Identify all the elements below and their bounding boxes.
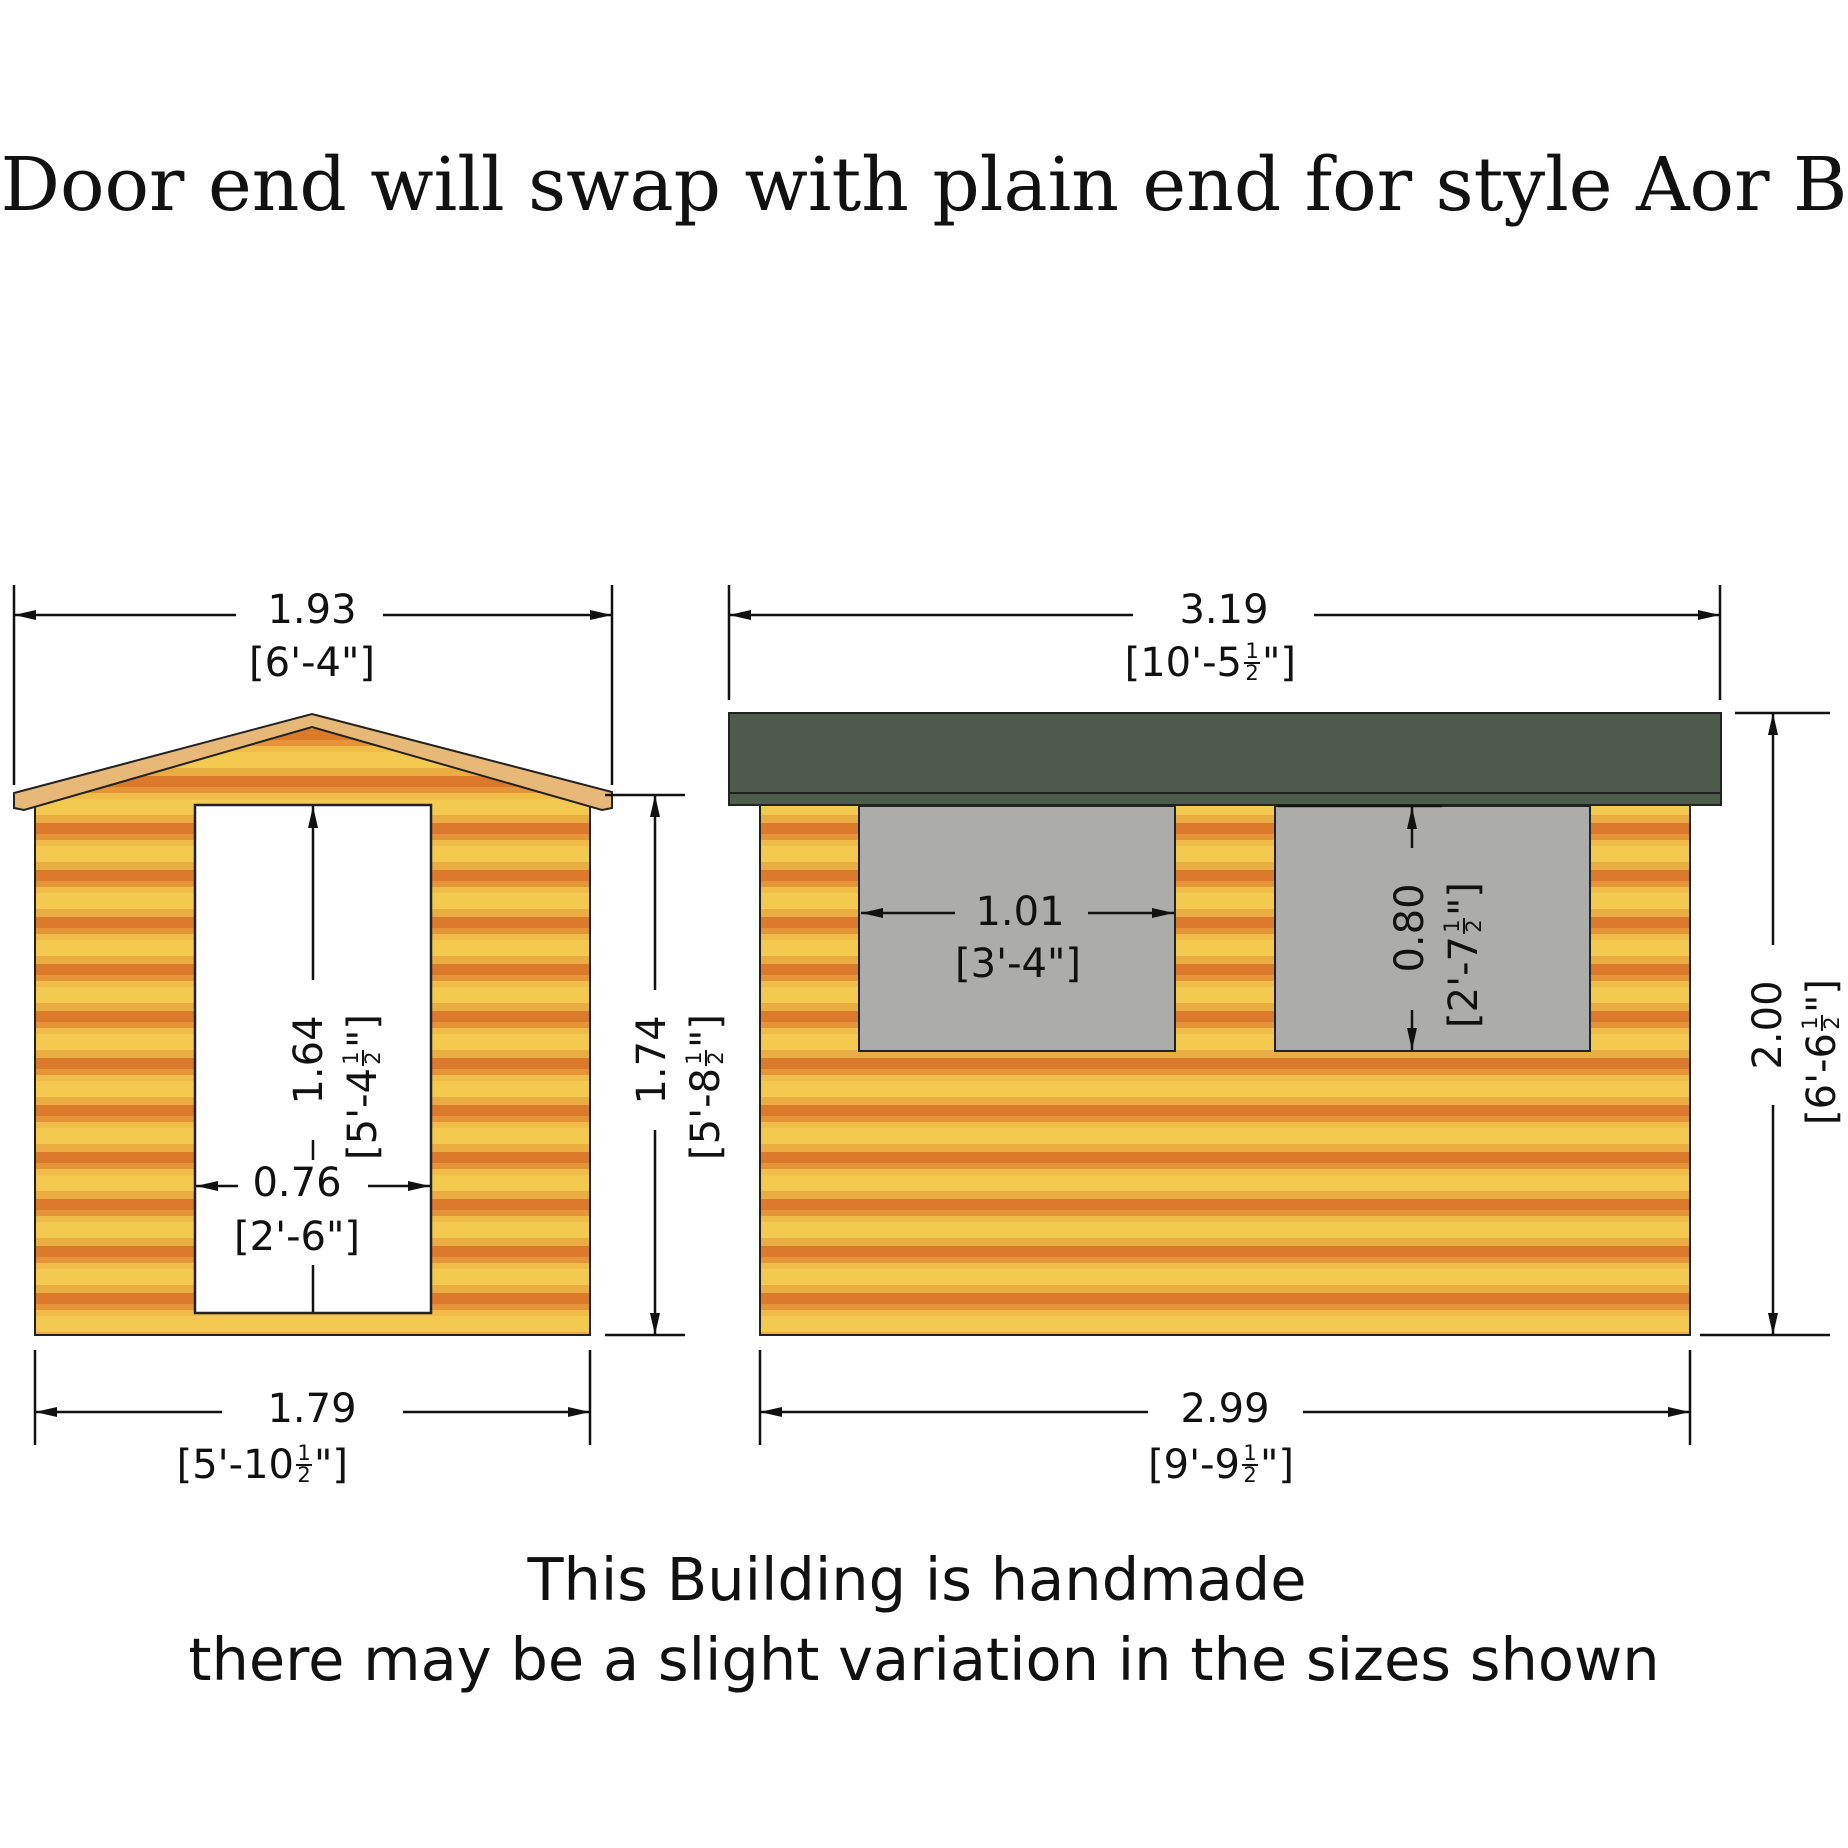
svg-text:"]: "] <box>683 1013 729 1048</box>
svg-text:2.00: 2.00 <box>1745 980 1791 1070</box>
svg-text:1: 1 <box>1243 1441 1257 1465</box>
svg-text:2: 2 <box>1462 919 1486 933</box>
svg-text:"]: "] <box>1441 881 1487 916</box>
svg-text:1: 1 <box>297 1441 311 1465</box>
svg-text:2.99: 2.99 <box>1180 1386 1270 1432</box>
svg-text:2: 2 <box>297 1463 311 1487</box>
end-elevation <box>14 585 729 1488</box>
svg-text:1: 1 <box>1440 919 1464 933</box>
page-title: Door end will swap with plain end for style Aor B <box>0 142 1848 228</box>
svg-text:"]: "] <box>340 1013 386 1048</box>
svg-text:2: 2 <box>1243 1463 1257 1487</box>
footer-line-1: This Building is handmade <box>527 1545 1307 1614</box>
svg-text:[9'-9: [9'-9 <box>1148 1442 1240 1488</box>
svg-text:2: 2 <box>1245 661 1259 685</box>
svg-text:2: 2 <box>361 1051 385 1065</box>
dim-side-overall-height <box>1700 713 1845 1335</box>
svg-text:1.64: 1.64 <box>286 1015 332 1105</box>
footer-line-2: there may be a slight variation in the sizes shown <box>188 1625 1660 1694</box>
svg-text:1.74: 1.74 <box>629 1015 675 1105</box>
svg-text:1: 1 <box>1245 639 1259 663</box>
svg-text:1.93: 1.93 <box>267 587 357 633</box>
dim-side-overall-width <box>729 585 1720 700</box>
dim-end-base-width <box>35 1350 590 1488</box>
dim-side-base-width <box>760 1350 1690 1488</box>
svg-text:"]: "] <box>1262 640 1297 686</box>
svg-text:[3'-4"]: [3'-4"] <box>955 941 1081 987</box>
svg-text:"]: "] <box>314 1442 349 1488</box>
svg-text:"]: "] <box>1799 978 1845 1013</box>
svg-text:[6'-6: [6'-6 <box>1799 1033 1845 1125</box>
svg-text:2: 2 <box>1820 1016 1844 1030</box>
svg-text:1: 1 <box>339 1051 363 1065</box>
svg-text:[5'-10: [5'-10 <box>176 1442 294 1488</box>
svg-text:0.80: 0.80 <box>1387 883 1433 973</box>
side-elevation <box>729 585 1845 1488</box>
svg-text:"]: "] <box>1260 1442 1295 1488</box>
svg-text:[5'-4: [5'-4 <box>340 1068 386 1160</box>
dim-end-eaves-height <box>605 795 729 1335</box>
svg-text:[2'-6"]: [2'-6"] <box>234 1214 360 1260</box>
svg-text:[2'-7: [2'-7 <box>1441 936 1487 1028</box>
svg-text:0.76: 0.76 <box>252 1160 342 1206</box>
svg-text:1.79: 1.79 <box>267 1386 357 1432</box>
svg-text:2: 2 <box>704 1051 728 1065</box>
svg-text:1: 1 <box>682 1051 706 1065</box>
svg-text:[5'-8: [5'-8 <box>683 1068 729 1160</box>
svg-text:[10'-5: [10'-5 <box>1124 640 1242 686</box>
svg-text:[6'-4"]: [6'-4"] <box>249 640 375 686</box>
svg-text:3.19: 3.19 <box>1179 587 1269 633</box>
side-roof <box>729 713 1721 805</box>
svg-text:1.01: 1.01 <box>975 889 1065 935</box>
svg-text:1: 1 <box>1798 1016 1822 1030</box>
